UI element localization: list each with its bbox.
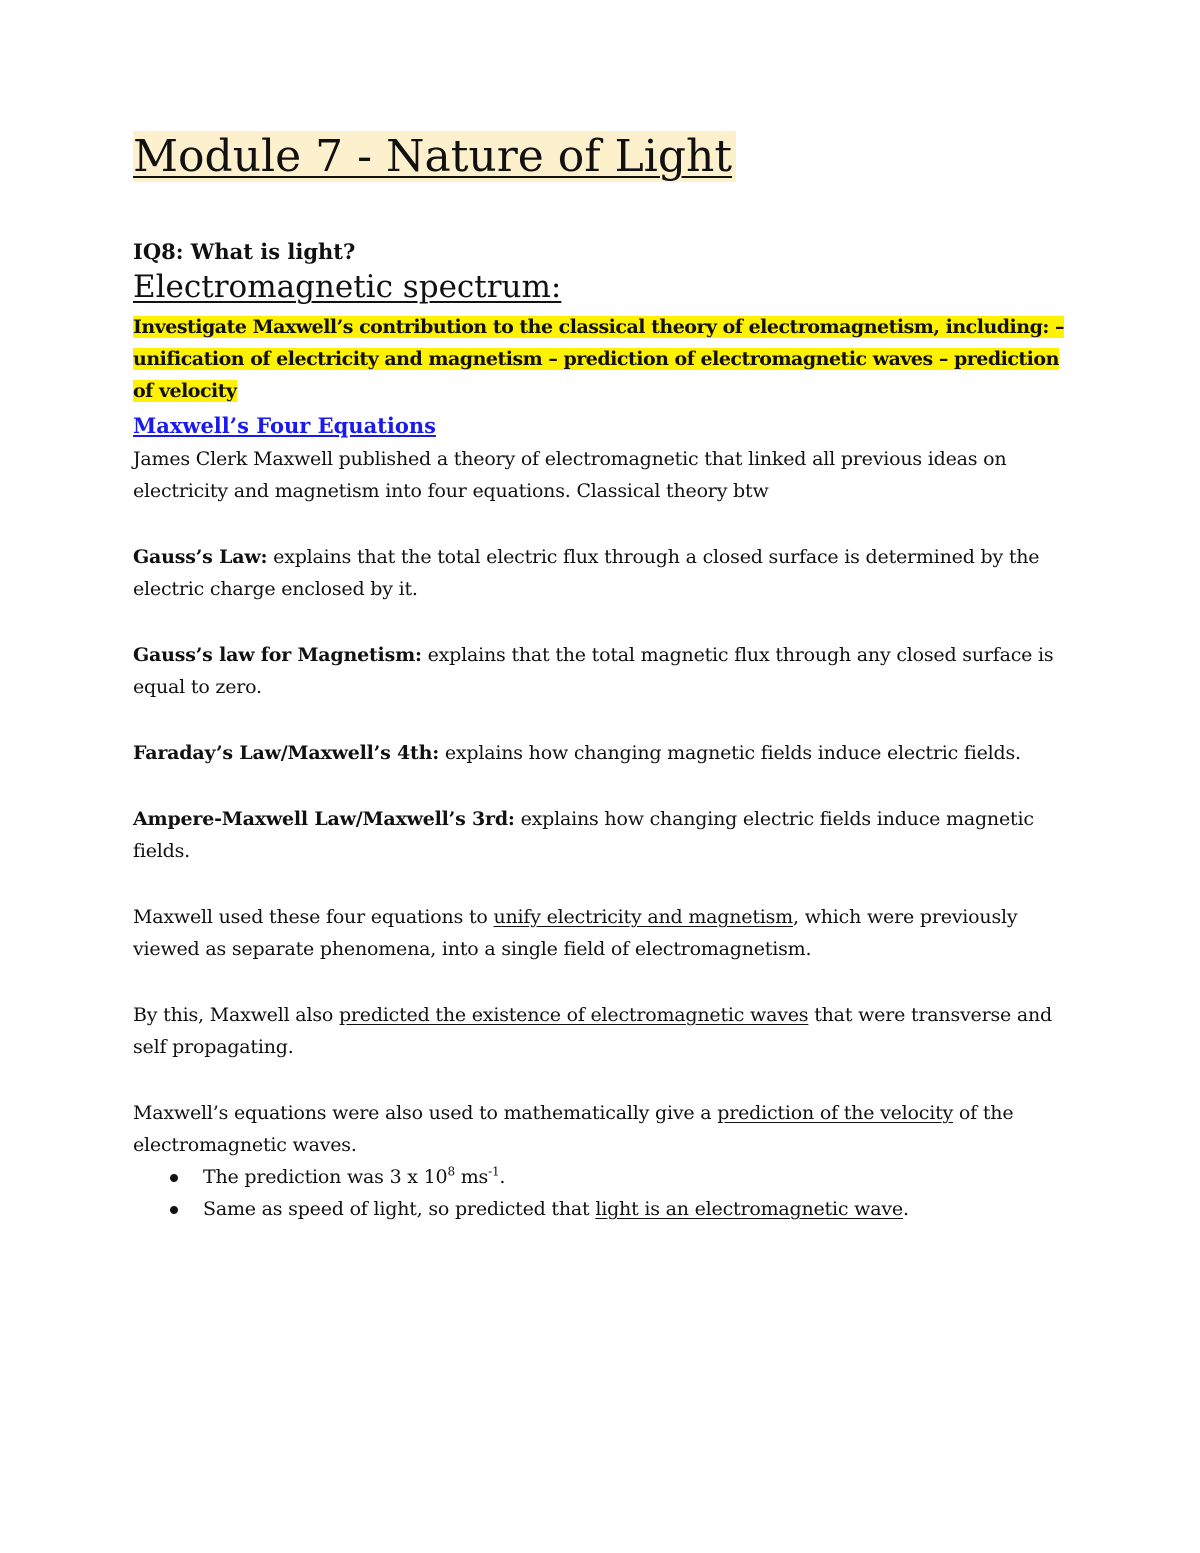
syllabus-point: [133, 311, 1070, 407]
text-run: .: [499, 1166, 506, 1189]
underlined-phrase: light is an electromagnetic wave: [595, 1198, 903, 1221]
inquiry-question: IQ8: What is light?: [133, 239, 356, 265]
syllabus-text: Investigate Maxwell’s contribution to the classical theory of electromagnetism, including: – unification of electricity and magnetism – prediction of electromagnetic waves – prediction of velocity: [133, 316, 1064, 403]
text-run: Maxwell’s equations were also used to mathematically give a: [133, 1102, 718, 1125]
text-run: The prediction was 3 x 10: [203, 1166, 448, 1189]
law-term: Gauss’s law for Magnetism:: [133, 644, 422, 667]
page-title: [133, 128, 1070, 185]
law-gauss: [133, 541, 1070, 605]
law-ampere-maxwell: [133, 803, 1070, 867]
exponent: -1: [488, 1164, 500, 1179]
text-run: Same as speed of light, so predicted that: [203, 1198, 596, 1221]
law-description: explains how changing magnetic fields induce electric fields.: [439, 742, 1021, 765]
text-run: that were transverse and self propagating.: [133, 1004, 1053, 1059]
list-item: [203, 1193, 1070, 1225]
list-item: [203, 1161, 1070, 1193]
velocity-paragraph: [133, 1097, 1070, 1161]
law-description: explains how changing electric fields induce magnetic fields.: [133, 808, 1034, 863]
text-run: By this, Maxwell also: [133, 1004, 339, 1027]
exponent: 8: [447, 1164, 455, 1179]
text-run: Maxwell used these four equations to: [133, 906, 494, 929]
law-description: explains that the total magnetic flux through any closed surface is equal to zero.: [133, 644, 1054, 699]
section-heading: Electromagnetic spectrum:: [133, 269, 562, 306]
law-term: Gauss’s Law:: [133, 546, 268, 569]
underlined-phrase: predicted the existence of electromagnetic waves: [338, 1004, 809, 1027]
intro-paragraph: James Clerk Maxwell published a theory of electromagnetic that linked all previous ideas on electricity and magnetism into four equations. Classical theory btw: [133, 448, 1007, 503]
text-run: of the electromagnetic waves.: [133, 1102, 1014, 1157]
maxwells-four-equations-link[interactable]: Maxwell’s Four Equations: [133, 413, 436, 439]
velocity-bullet-list: [133, 1161, 1070, 1225]
law-gauss-magnetism: [133, 639, 1070, 703]
text-run: ms: [454, 1166, 489, 1189]
title-text: Module 7 - Nature of Light: [133, 131, 736, 182]
bullet-icon: [170, 1206, 178, 1214]
waves-paragraph: [133, 999, 1070, 1063]
text-run: , which were previously viewed as separate phenomena, into a single field of electromagnetism.: [133, 906, 1018, 961]
unification-paragraph: [133, 901, 1070, 965]
law-term: Ampere-Maxwell Law/Maxwell’s 3rd:: [133, 808, 515, 831]
text-run: .: [902, 1198, 909, 1221]
bullet-icon: [170, 1174, 178, 1182]
law-description: explains that the total electric flux through a closed surface is determined by the electric charge enclosed by it.: [133, 546, 1040, 601]
underlined-phrase: prediction of the velocity: [717, 1102, 954, 1125]
law-faraday: [133, 737, 1070, 769]
law-term: Faraday’s Law/Maxwell’s 4th:: [133, 742, 440, 765]
underlined-phrase: unify electricity and magnetism: [493, 906, 794, 929]
